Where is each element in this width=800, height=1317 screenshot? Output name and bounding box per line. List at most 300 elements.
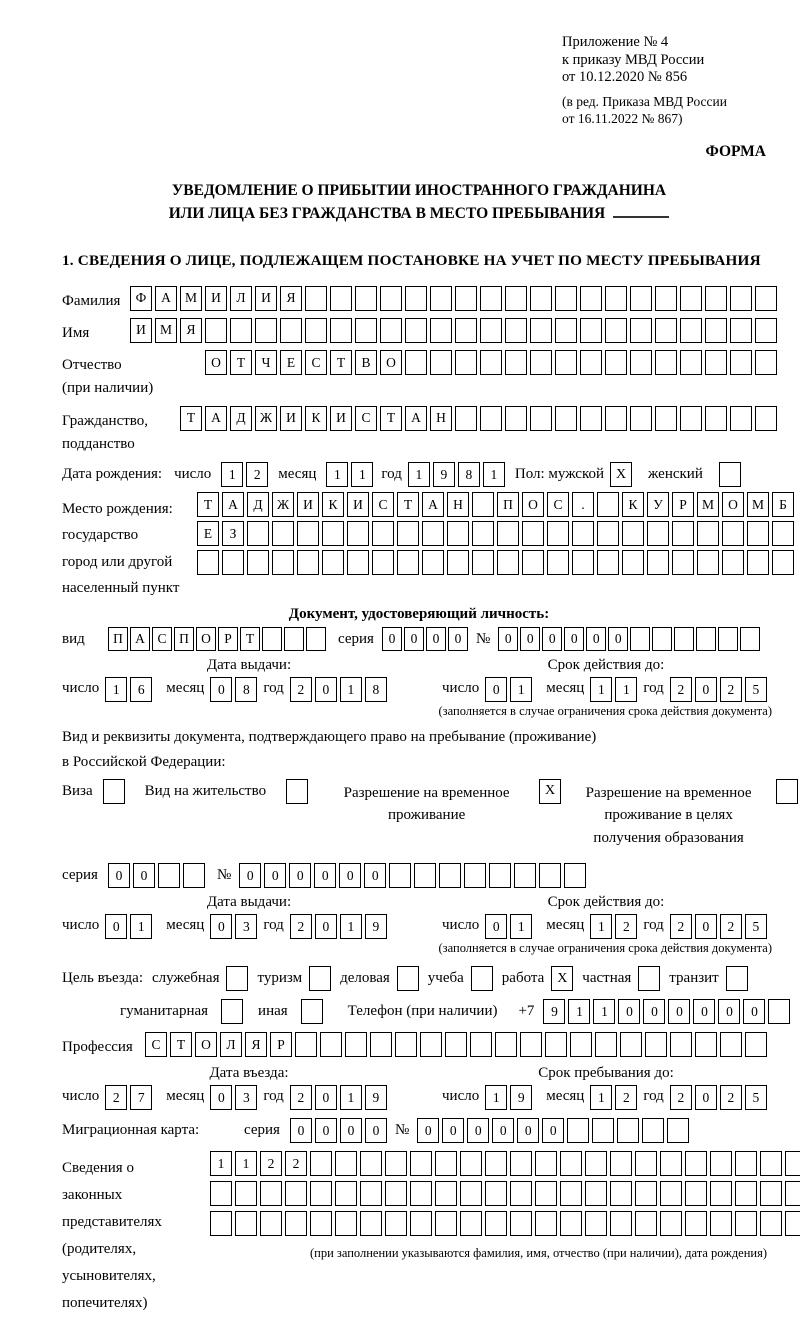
char-cell[interactable]: . <box>572 492 594 517</box>
char-cell[interactable] <box>535 1181 557 1206</box>
char-cell[interactable] <box>310 1151 332 1176</box>
char-cell[interactable] <box>572 521 594 546</box>
char-cell[interactable] <box>455 286 477 311</box>
char-cell[interactable]: Ж <box>255 406 277 431</box>
char-cell[interactable] <box>760 1151 782 1176</box>
char-cell[interactable] <box>430 318 452 343</box>
char-cell[interactable]: К <box>322 492 344 517</box>
char-cell[interactable] <box>435 1181 457 1206</box>
char-cell[interactable]: 0 <box>339 863 361 888</box>
char-cell[interactable] <box>772 521 794 546</box>
char-cell[interactable]: 1 <box>593 999 615 1024</box>
char-cell[interactable]: 2 <box>246 462 268 487</box>
char-cell[interactable]: И <box>347 492 369 517</box>
char-cell[interactable]: 0 <box>426 627 446 651</box>
char-cell[interactable] <box>295 1032 317 1057</box>
char-cell[interactable]: 0 <box>340 1118 362 1143</box>
purpose-official-checkbox[interactable] <box>226 966 248 991</box>
char-cell[interactable]: 0 <box>564 627 584 651</box>
residence-permit-checkbox[interactable] <box>286 779 308 804</box>
char-cell[interactable]: 1 <box>221 462 243 487</box>
char-cell[interactable] <box>330 318 352 343</box>
char-cell[interactable] <box>610 1211 632 1236</box>
char-cell[interactable]: И <box>330 406 352 431</box>
char-cell[interactable]: 2 <box>720 914 742 939</box>
char-cell[interactable]: 0 <box>485 914 507 939</box>
char-cell[interactable]: Е <box>280 350 302 375</box>
char-cell[interactable]: Я <box>280 286 302 311</box>
char-cell[interactable] <box>680 350 702 375</box>
char-cell[interactable] <box>755 286 777 311</box>
char-cell[interactable]: 1 <box>105 677 127 702</box>
char-cell[interactable]: С <box>152 627 172 651</box>
char-cell[interactable] <box>480 406 502 431</box>
char-cell[interactable]: Я <box>245 1032 267 1057</box>
char-cell[interactable] <box>635 1181 657 1206</box>
char-cell[interactable]: С <box>372 492 394 517</box>
char-cell[interactable]: 0 <box>542 627 562 651</box>
char-cell[interactable] <box>360 1181 382 1206</box>
char-cell[interactable]: 5 <box>745 677 767 702</box>
char-cell[interactable] <box>720 1032 742 1057</box>
char-cell[interactable] <box>405 286 427 311</box>
char-cell[interactable] <box>355 286 377 311</box>
char-cell[interactable] <box>710 1181 732 1206</box>
char-cell[interactable] <box>480 350 502 375</box>
purpose-private-checkbox[interactable] <box>638 966 660 991</box>
char-cell[interactable] <box>705 350 727 375</box>
char-cell[interactable]: Т <box>197 492 219 517</box>
sex-female-checkbox[interactable] <box>719 462 741 487</box>
char-cell[interactable] <box>420 1032 442 1057</box>
char-cell[interactable]: С <box>145 1032 167 1057</box>
char-cell[interactable] <box>158 863 180 888</box>
char-cell[interactable]: П <box>108 627 128 651</box>
char-cell[interactable]: 0 <box>695 914 717 939</box>
char-cell[interactable] <box>545 1032 567 1057</box>
char-cell[interactable] <box>655 318 677 343</box>
char-cell[interactable]: 5 <box>745 914 767 939</box>
char-cell[interactable] <box>335 1181 357 1206</box>
char-cell[interactable]: О <box>522 492 544 517</box>
char-cell[interactable]: 0 <box>542 1118 564 1143</box>
char-cell[interactable] <box>718 627 738 651</box>
char-cell[interactable]: 0 <box>442 1118 464 1143</box>
char-cell[interactable]: 0 <box>586 627 606 651</box>
char-cell[interactable] <box>497 521 519 546</box>
char-cell[interactable] <box>685 1151 707 1176</box>
char-cell[interactable] <box>405 350 427 375</box>
char-cell[interactable]: Р <box>218 627 238 651</box>
char-cell[interactable]: С <box>547 492 569 517</box>
char-cell[interactable] <box>740 627 760 651</box>
char-cell[interactable]: 0 <box>239 863 261 888</box>
char-cell[interactable] <box>647 550 669 575</box>
char-cell[interactable]: А <box>205 406 227 431</box>
char-cell[interactable] <box>772 550 794 575</box>
char-cell[interactable]: 1 <box>615 677 637 702</box>
char-cell[interactable] <box>730 350 752 375</box>
char-cell[interactable]: 1 <box>340 677 362 702</box>
char-cell[interactable]: Л <box>220 1032 242 1057</box>
char-cell[interactable] <box>747 521 769 546</box>
char-cell[interactable] <box>642 1118 664 1143</box>
char-cell[interactable] <box>730 406 752 431</box>
char-cell[interactable] <box>247 550 269 575</box>
char-cell[interactable] <box>680 286 702 311</box>
char-cell[interactable] <box>617 1118 639 1143</box>
char-cell[interactable] <box>735 1181 757 1206</box>
char-cell[interactable] <box>747 550 769 575</box>
char-cell[interactable] <box>685 1211 707 1236</box>
char-cell[interactable] <box>210 1211 232 1236</box>
char-cell[interactable]: И <box>280 406 302 431</box>
char-cell[interactable] <box>439 863 461 888</box>
char-cell[interactable]: 8 <box>365 677 387 702</box>
char-cell[interactable] <box>620 1032 642 1057</box>
char-cell[interactable] <box>785 1151 800 1176</box>
char-cell[interactable] <box>262 627 282 651</box>
char-cell[interactable]: 0 <box>485 677 507 702</box>
char-cell[interactable] <box>696 627 716 651</box>
char-cell[interactable] <box>635 1151 657 1176</box>
char-cell[interactable] <box>530 406 552 431</box>
char-cell[interactable] <box>730 318 752 343</box>
char-cell[interactable]: 2 <box>670 677 692 702</box>
char-cell[interactable] <box>710 1151 732 1176</box>
purpose-study-checkbox[interactable] <box>471 966 493 991</box>
char-cell[interactable]: 9 <box>365 1085 387 1110</box>
char-cell[interactable]: 3 <box>235 914 257 939</box>
char-cell[interactable] <box>505 406 527 431</box>
char-cell[interactable]: Р <box>270 1032 292 1057</box>
char-cell[interactable]: 0 <box>448 627 468 651</box>
char-cell[interactable] <box>697 550 719 575</box>
char-cell[interactable]: 2 <box>670 914 692 939</box>
char-cell[interactable]: 0 <box>264 863 286 888</box>
char-cell[interactable]: Т <box>240 627 260 651</box>
char-cell[interactable] <box>630 318 652 343</box>
char-cell[interactable] <box>280 318 302 343</box>
char-cell[interactable] <box>755 406 777 431</box>
char-cell[interactable] <box>272 521 294 546</box>
char-cell[interactable]: 0 <box>695 677 717 702</box>
char-cell[interactable] <box>655 406 677 431</box>
char-cell[interactable] <box>235 1181 257 1206</box>
char-cell[interactable] <box>585 1181 607 1206</box>
char-cell[interactable]: 0 <box>693 999 715 1024</box>
char-cell[interactable] <box>260 1211 282 1236</box>
char-cell[interactable] <box>674 627 694 651</box>
char-cell[interactable] <box>567 1118 589 1143</box>
char-cell[interactable] <box>592 1118 614 1143</box>
char-cell[interactable] <box>380 286 402 311</box>
char-cell[interactable] <box>372 521 394 546</box>
char-cell[interactable]: О <box>196 627 216 651</box>
edu-residence-checkbox[interactable] <box>776 779 798 804</box>
purpose-humanitarian-checkbox[interactable] <box>221 999 243 1024</box>
char-cell[interactable]: Ч <box>255 350 277 375</box>
char-cell[interactable]: Т <box>397 492 419 517</box>
char-cell[interactable]: М <box>697 492 719 517</box>
char-cell[interactable]: О <box>205 350 227 375</box>
char-cell[interactable] <box>730 286 752 311</box>
char-cell[interactable] <box>322 521 344 546</box>
char-cell[interactable] <box>555 350 577 375</box>
char-cell[interactable]: М <box>747 492 769 517</box>
char-cell[interactable]: 0 <box>314 863 336 888</box>
char-cell[interactable]: 0 <box>315 1085 337 1110</box>
char-cell[interactable] <box>539 863 561 888</box>
char-cell[interactable]: 0 <box>105 914 127 939</box>
char-cell[interactable] <box>722 550 744 575</box>
char-cell[interactable]: К <box>305 406 327 431</box>
char-cell[interactable] <box>445 1032 467 1057</box>
char-cell[interactable] <box>345 1032 367 1057</box>
char-cell[interactable]: Л <box>230 286 252 311</box>
char-cell[interactable] <box>695 1032 717 1057</box>
char-cell[interactable] <box>330 286 352 311</box>
char-cell[interactable] <box>460 1211 482 1236</box>
char-cell[interactable] <box>284 627 304 651</box>
char-cell[interactable]: А <box>155 286 177 311</box>
char-cell[interactable]: 0 <box>467 1118 489 1143</box>
char-cell[interactable] <box>760 1211 782 1236</box>
char-cell[interactable]: Т <box>230 350 252 375</box>
char-cell[interactable] <box>470 1032 492 1057</box>
char-cell[interactable]: 1 <box>340 1085 362 1110</box>
char-cell[interactable] <box>580 350 602 375</box>
char-cell[interactable]: 0 <box>315 914 337 939</box>
char-cell[interactable]: М <box>155 318 177 343</box>
char-cell[interactable] <box>405 318 427 343</box>
char-cell[interactable] <box>530 286 552 311</box>
char-cell[interactable]: 2 <box>290 677 312 702</box>
purpose-work-checkbox[interactable]: X <box>551 966 573 991</box>
char-cell[interactable] <box>655 286 677 311</box>
char-cell[interactable] <box>722 521 744 546</box>
char-cell[interactable]: 7 <box>130 1085 152 1110</box>
char-cell[interactable] <box>705 406 727 431</box>
char-cell[interactable] <box>630 627 650 651</box>
char-cell[interactable]: Я <box>180 318 202 343</box>
char-cell[interactable]: 9 <box>510 1085 532 1110</box>
char-cell[interactable] <box>785 1211 800 1236</box>
char-cell[interactable]: 1 <box>340 914 362 939</box>
char-cell[interactable] <box>605 406 627 431</box>
char-cell[interactable]: М <box>180 286 202 311</box>
char-cell[interactable] <box>597 521 619 546</box>
char-cell[interactable] <box>355 318 377 343</box>
char-cell[interactable] <box>735 1151 757 1176</box>
char-cell[interactable] <box>306 627 326 651</box>
char-cell[interactable]: И <box>130 318 152 343</box>
char-cell[interactable]: Т <box>380 406 402 431</box>
char-cell[interactable] <box>580 318 602 343</box>
char-cell[interactable] <box>410 1181 432 1206</box>
char-cell[interactable] <box>222 550 244 575</box>
char-cell[interactable]: 0 <box>608 627 628 651</box>
char-cell[interactable] <box>495 1032 517 1057</box>
char-cell[interactable] <box>460 1181 482 1206</box>
char-cell[interactable]: 6 <box>130 677 152 702</box>
char-cell[interactable]: 0 <box>365 1118 387 1143</box>
purpose-other-checkbox[interactable] <box>301 999 323 1024</box>
char-cell[interactable] <box>297 521 319 546</box>
char-cell[interactable]: 0 <box>695 1085 717 1110</box>
char-cell[interactable] <box>670 1032 692 1057</box>
char-cell[interactable] <box>347 521 369 546</box>
char-cell[interactable] <box>514 863 536 888</box>
char-cell[interactable] <box>485 1181 507 1206</box>
char-cell[interactable]: И <box>205 286 227 311</box>
char-cell[interactable]: А <box>222 492 244 517</box>
char-cell[interactable]: С <box>355 406 377 431</box>
char-cell[interactable] <box>667 1118 689 1143</box>
char-cell[interactable]: Т <box>180 406 202 431</box>
char-cell[interactable] <box>630 406 652 431</box>
char-cell[interactable]: 8 <box>458 462 480 487</box>
char-cell[interactable] <box>230 318 252 343</box>
char-cell[interactable]: 0 <box>498 627 518 651</box>
char-cell[interactable] <box>235 1211 257 1236</box>
char-cell[interactable] <box>255 318 277 343</box>
char-cell[interactable]: 0 <box>290 1118 312 1143</box>
char-cell[interactable] <box>322 550 344 575</box>
char-cell[interactable]: А <box>405 406 427 431</box>
char-cell[interactable] <box>460 1151 482 1176</box>
char-cell[interactable] <box>530 350 552 375</box>
char-cell[interactable] <box>447 550 469 575</box>
char-cell[interactable] <box>522 550 544 575</box>
char-cell[interactable]: 0 <box>668 999 690 1024</box>
char-cell[interactable]: 5 <box>745 1085 767 1110</box>
char-cell[interactable]: 8 <box>235 677 257 702</box>
char-cell[interactable] <box>430 350 452 375</box>
char-cell[interactable]: 0 <box>108 863 130 888</box>
char-cell[interactable]: 2 <box>615 1085 637 1110</box>
char-cell[interactable] <box>422 521 444 546</box>
char-cell[interactable] <box>572 550 594 575</box>
char-cell[interactable] <box>522 521 544 546</box>
char-cell[interactable]: Н <box>430 406 452 431</box>
char-cell[interactable] <box>530 318 552 343</box>
char-cell[interactable] <box>485 1151 507 1176</box>
char-cell[interactable] <box>705 286 727 311</box>
char-cell[interactable] <box>472 550 494 575</box>
char-cell[interactable] <box>605 286 627 311</box>
char-cell[interactable]: 0 <box>743 999 765 1024</box>
char-cell[interactable] <box>285 1181 307 1206</box>
char-cell[interactable] <box>385 1151 407 1176</box>
char-cell[interactable] <box>605 318 627 343</box>
char-cell[interactable] <box>272 550 294 575</box>
char-cell[interactable] <box>660 1181 682 1206</box>
char-cell[interactable] <box>697 521 719 546</box>
char-cell[interactable] <box>560 1181 582 1206</box>
purpose-business-checkbox[interactable] <box>397 966 419 991</box>
char-cell[interactable]: Д <box>247 492 269 517</box>
char-cell[interactable]: 0 <box>210 914 232 939</box>
char-cell[interactable] <box>630 286 652 311</box>
char-cell[interactable] <box>705 318 727 343</box>
char-cell[interactable]: Д <box>230 406 252 431</box>
char-cell[interactable] <box>597 550 619 575</box>
char-cell[interactable] <box>410 1211 432 1236</box>
char-cell[interactable] <box>285 1211 307 1236</box>
char-cell[interactable]: И <box>297 492 319 517</box>
char-cell[interactable] <box>372 550 394 575</box>
char-cell[interactable] <box>360 1211 382 1236</box>
char-cell[interactable] <box>535 1211 557 1236</box>
char-cell[interactable]: 9 <box>433 462 455 487</box>
char-cell[interactable]: 0 <box>618 999 640 1024</box>
char-cell[interactable] <box>610 1151 632 1176</box>
char-cell[interactable] <box>555 286 577 311</box>
char-cell[interactable] <box>595 1032 617 1057</box>
char-cell[interactable]: 0 <box>404 627 424 651</box>
char-cell[interactable] <box>197 550 219 575</box>
char-cell[interactable]: О <box>722 492 744 517</box>
char-cell[interactable]: 0 <box>382 627 402 651</box>
char-cell[interactable] <box>247 521 269 546</box>
char-cell[interactable]: Т <box>330 350 352 375</box>
char-cell[interactable]: В <box>355 350 377 375</box>
char-cell[interactable] <box>397 550 419 575</box>
char-cell[interactable]: Н <box>447 492 469 517</box>
char-cell[interactable] <box>645 1032 667 1057</box>
char-cell[interactable] <box>205 318 227 343</box>
char-cell[interactable] <box>385 1211 407 1236</box>
purpose-transit-checkbox[interactable] <box>726 966 748 991</box>
visa-checkbox[interactable] <box>103 779 125 804</box>
char-cell[interactable]: 1 <box>351 462 373 487</box>
char-cell[interactable]: У <box>647 492 669 517</box>
char-cell[interactable] <box>455 350 477 375</box>
char-cell[interactable]: 0 <box>643 999 665 1024</box>
char-cell[interactable]: 2 <box>720 1085 742 1110</box>
char-cell[interactable] <box>447 521 469 546</box>
char-cell[interactable] <box>310 1181 332 1206</box>
char-cell[interactable] <box>655 350 677 375</box>
char-cell[interactable]: 9 <box>543 999 565 1024</box>
char-cell[interactable]: 1 <box>510 677 532 702</box>
char-cell[interactable] <box>183 863 205 888</box>
char-cell[interactable]: 1 <box>408 462 430 487</box>
char-cell[interactable] <box>305 318 327 343</box>
char-cell[interactable] <box>560 1151 582 1176</box>
char-cell[interactable] <box>472 521 494 546</box>
sex-male-checkbox[interactable]: X <box>610 462 632 487</box>
char-cell[interactable] <box>422 550 444 575</box>
char-cell[interactable]: А <box>422 492 444 517</box>
char-cell[interactable]: К <box>622 492 644 517</box>
purpose-tourism-checkbox[interactable] <box>309 966 331 991</box>
char-cell[interactable]: 9 <box>365 914 387 939</box>
char-cell[interactable]: 1 <box>510 914 532 939</box>
char-cell[interactable] <box>768 999 790 1024</box>
char-cell[interactable] <box>520 1032 542 1057</box>
char-cell[interactable]: 2 <box>290 1085 312 1110</box>
char-cell[interactable] <box>505 350 527 375</box>
char-cell[interactable] <box>547 550 569 575</box>
char-cell[interactable]: 2 <box>720 677 742 702</box>
char-cell[interactable]: 0 <box>210 1085 232 1110</box>
char-cell[interactable]: 0 <box>315 1118 337 1143</box>
char-cell[interactable] <box>660 1151 682 1176</box>
char-cell[interactable]: 2 <box>285 1151 307 1176</box>
char-cell[interactable] <box>380 318 402 343</box>
